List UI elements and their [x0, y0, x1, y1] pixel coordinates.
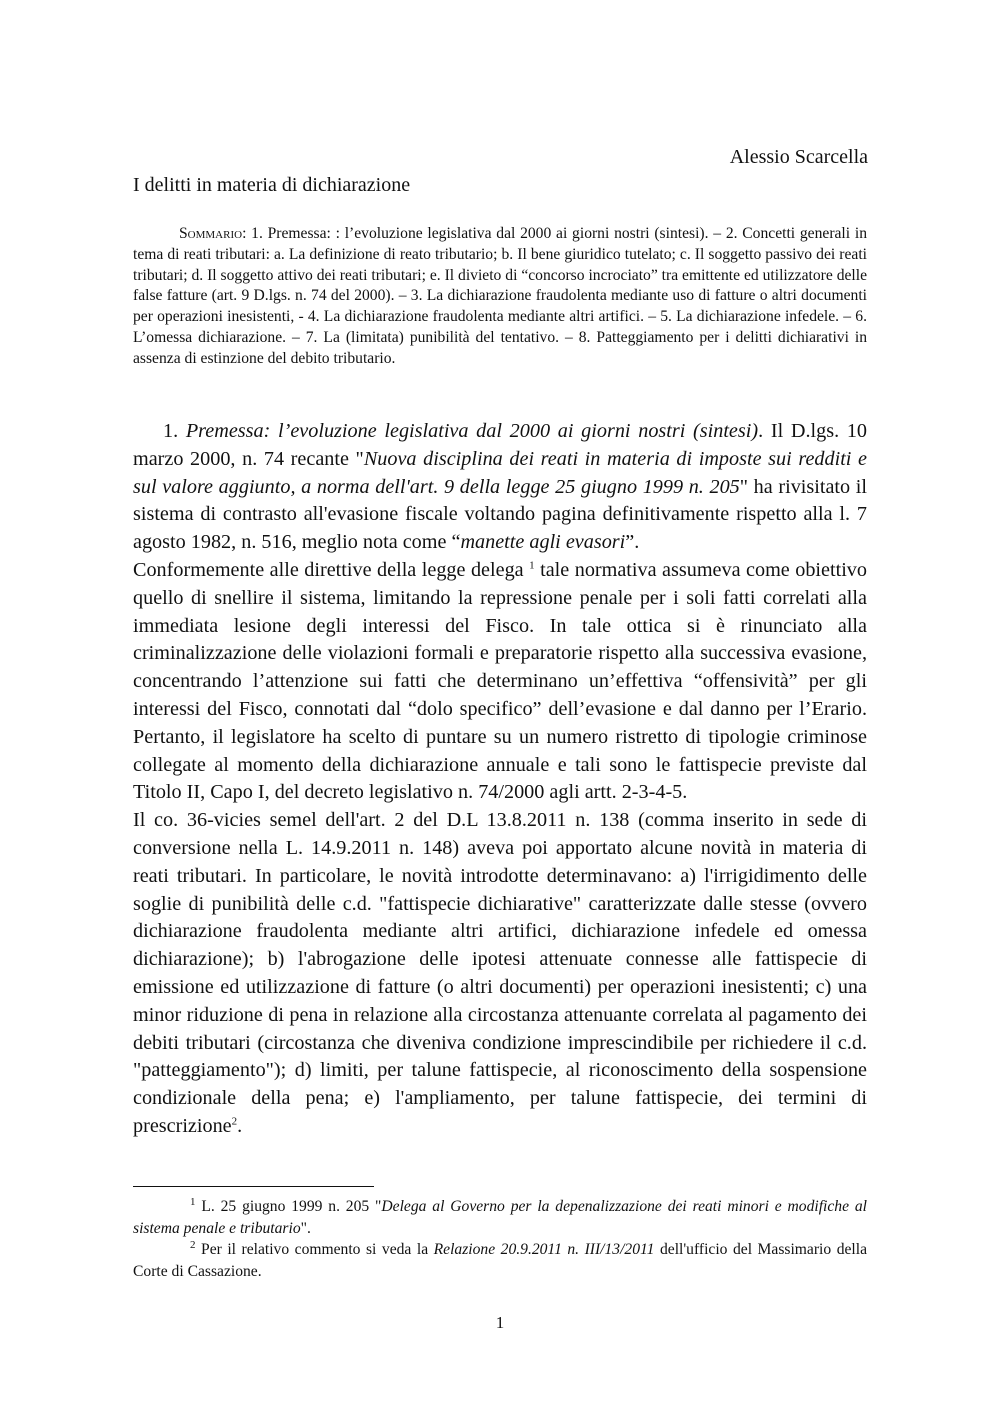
footnotes	[133, 1196, 867, 1282]
law-title: Nuova disciplina dei reati in materia di imposte sui redditi e sul valore aggiunto, a norma dell'art. 9 della legge 25 giugno 1999 n. 205	[133, 447, 867, 498]
footnote-1	[133, 1196, 867, 1239]
footnote-2-title: Relazione 20.9.2011 n. III/13/2011	[433, 1241, 655, 1258]
section-number: 1.	[163, 420, 186, 442]
paragraph-2-text-b: tale normativa assumeva come obiettivo quello di snellire il sistema, limitando la repressione penale per i soli fatti correlati alla immediata lesione degli interessi del Fisco. In tale ottica si è rinunciato alla criminalizzazione delle violazioni formali e preparatorie rispetto alla successiva evasione, concentrando l’attenzione sui fatti che determinano un’effettiva “offensività” per gli interessi del Fisco, connotati dal “dolo specifico” dell’evasione e dal danno per l’Erario. Pertanto, il legislatore ha scelto di puntare su un numero ristretto di tipologie criminose collegate al momento della dichiarazione annuale e tali sono le fattispecie previste dal Titolo II, Capo I, del decreto legislativo n. 74/2000 agli artt. 2-3-4-5.	[133, 558, 867, 804]
footnote-2-text-a: Per il relativo commento si veda la	[195, 1241, 434, 1258]
summary-label: Sommario:	[179, 225, 247, 242]
paragraph-1	[133, 418, 867, 557]
paragraph-3	[133, 807, 867, 1141]
paragraph-3-text-a: Il co. 36-vicies semel dell'art. 2 del D.L 13.8.2011 n. 138 (comma inserito in sede di conversione nella L. 14.9.2011 n. 148) aveva poi apportato alcune novità in materia di reati tributari. In particolare, le novità introdotte determinavano: a) l'irrigidimento delle soglie di punibilità delle c.d. "fattispecie dichiarative" caratterizzate dalle stesse (ovvero dichiarazione fraudolenta mediante altri artifici, dichiarazione infedele ed omessa dichiarazione); b) l'abrogazione delle ipotesi attenuate connesse alle fattispecie di emissione ed utilizzazione di fatture (o altri documenti) per operazioni inesistenti; c) una minor riduzione di pena in relazione alla circostanza attenuante correlata al pagamento dei debiti tributari (circostanza che diveniva condizione imprescindibile per richiedere il c.d. "patteggiamento"); d) limiti, per talune fattispecie, al riconoscimento della sospensione condizionale della pena; e) l'ampliamento, per talune fattispecie, dei termini di prescrizione	[133, 809, 867, 1137]
footnote-1-title: Delega al Governo per la depenalizzazione dei reati minori e modifiche al sistema penale e tributario	[133, 1198, 867, 1237]
paragraph-1-text-b: " ha rivisitato il sistema di contrasto all'evasione fiscale voltando pagina definitivamente rispetto alla l. 7 agosto 1982, n. 516, meglio nota come “	[133, 475, 867, 554]
footnote-2-text-b: dell'ufficio del Massimario della Corte di Cassazione.	[133, 1241, 867, 1280]
footnote-2	[133, 1239, 867, 1282]
author-name: Alessio Scarcella	[729, 146, 868, 168]
footnote-1-text-a: L. 25 giugno 1999 n. 205 "	[195, 1198, 382, 1215]
footnote-1-text-b: ".	[300, 1219, 311, 1237]
section-heading: Premessa: l’evoluzione legislativa dal 2000 ai giorni nostri (sintesi)	[185, 420, 759, 442]
paragraph-2-text-a: Conformemente alle direttive della legge delega	[133, 558, 530, 581]
page-number: 1	[495, 1313, 505, 1332]
footnote-mark-1: 1	[190, 1195, 196, 1208]
summary-block	[133, 224, 867, 370]
quote-manette: manette agli evasori	[460, 531, 626, 554]
paragraph-1-text-a: . Il D.lgs. 10 marzo 2000, n. 74 recante "	[133, 420, 867, 470]
footnote-divider	[133, 1186, 374, 1187]
document-title: I delitti in materia di dichiarazione	[133, 174, 411, 196]
section-1-body	[133, 418, 867, 1141]
summary-text: 1. Premessa: : l’evoluzione legislativa dal 2000 ai giorni nostri (sintesi). – 2. Concetti generali in tema di reati tributari: a. La definizione di reato tributario; b. Il bene giuridico tutelato; c. Il soggetto passivo dei reati tributari; d. Il soggetto attivo dei reati tributari; e. Il divieto di “concorso incrociato” tra emittente ed utilizzatore delle false fatture (art. 9 D.lgs. n. 74 del 2000). – 3. La dichiarazione fraudolenta mediante uso di fatture o altri documenti per operazioni inesistenti, - 4. La dichiarazione fraudolenta mediante altri artifici. – 5. La dichiarazione infedele. – 6. L’omessa dichiarazione. – 7. La (limitata) punibilità del tentativo. – 8. Patteggiamento per i delitti dichiarativi in assenza di estinzione del debito tributario.	[133, 225, 867, 367]
footnote-ref-2[interactable]: 2	[231, 1115, 238, 1128]
footnote-ref-1[interactable]: 1	[529, 559, 535, 572]
footnote-mark-2: 2	[190, 1238, 196, 1251]
paragraph-1-text-c: ”.	[625, 531, 640, 554]
paragraph-3-text-b: .	[237, 1114, 243, 1137]
paragraph-2	[133, 557, 867, 807]
